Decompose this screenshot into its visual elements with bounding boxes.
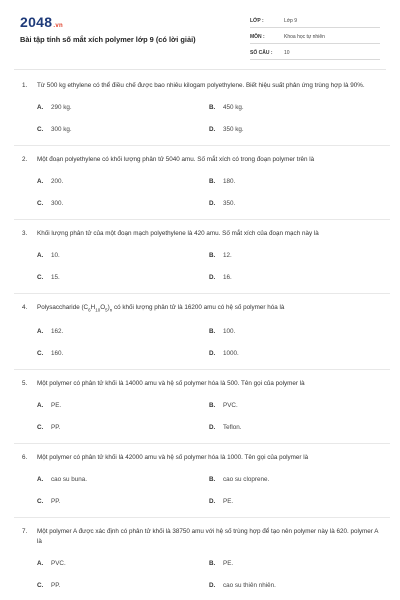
meta-subject-row xyxy=(250,31,380,44)
meta-value: Khoa học tự nhiên xyxy=(284,34,325,40)
option-a[interactable] xyxy=(37,251,209,261)
option-letter: C. xyxy=(37,424,44,432)
option-letter: D. xyxy=(209,274,216,281)
question-text-part: H xyxy=(90,304,96,311)
question-text: Khối lượng phân tử của một đoạn mạch polyethylene là 420 amu. Số mắt xích của đoạn mạch này là xyxy=(37,230,319,237)
option-text: 15. xyxy=(51,274,60,281)
option-letter: A. xyxy=(37,252,44,259)
option-text: 350 kg. xyxy=(223,126,244,133)
option-text: 1000. xyxy=(223,350,239,358)
meta-count-row xyxy=(250,47,380,60)
option-d[interactable] xyxy=(209,423,381,433)
option-b[interactable] xyxy=(209,327,381,337)
option-letter: D. xyxy=(209,582,216,590)
question-5 xyxy=(22,379,382,444)
question-separator xyxy=(14,443,390,444)
option-text: 10. xyxy=(51,252,60,259)
option-letter: C. xyxy=(37,200,44,207)
question-6 xyxy=(22,453,382,518)
question-text-part: O xyxy=(100,304,106,311)
option-a[interactable] xyxy=(37,401,209,411)
option-letter: B. xyxy=(209,178,216,185)
question-number: 7. xyxy=(22,528,28,536)
site-logo[interactable] xyxy=(20,14,63,30)
answer-options xyxy=(37,559,382,591)
option-text: cao su thiên nhiên. xyxy=(223,582,276,590)
question-2 xyxy=(22,155,382,220)
subscript: 10 xyxy=(95,307,101,313)
option-a[interactable] xyxy=(37,177,209,187)
option-letter: A. xyxy=(37,560,44,568)
option-letter: A. xyxy=(37,178,44,185)
question-number: 5. xyxy=(22,380,28,388)
question-number: 3. xyxy=(22,230,28,237)
option-text: 162. xyxy=(51,328,64,336)
option-letter: D. xyxy=(209,498,216,506)
option-d[interactable] xyxy=(209,581,381,591)
option-b[interactable] xyxy=(209,559,381,569)
option-c[interactable] xyxy=(37,423,209,433)
option-text: 300 kg. xyxy=(51,126,72,133)
question-number: 4. xyxy=(22,304,28,311)
option-text: PVC. xyxy=(223,402,238,410)
option-letter: A. xyxy=(37,402,44,410)
answer-options xyxy=(37,251,382,283)
question-text-part: Polysaccharide (C xyxy=(37,304,89,311)
subscript: 6 xyxy=(88,307,91,313)
option-b[interactable] xyxy=(209,475,381,485)
option-letter: B. xyxy=(209,402,216,410)
option-d[interactable] xyxy=(209,349,381,359)
option-c[interactable] xyxy=(37,199,209,209)
option-a[interactable] xyxy=(37,559,209,569)
option-letter: C. xyxy=(37,350,44,358)
option-text: 160. xyxy=(51,350,64,358)
question-7 xyxy=(22,527,382,591)
option-text: 350. xyxy=(223,200,236,207)
option-letter: A. xyxy=(37,328,44,336)
question-separator xyxy=(14,145,390,146)
meta-class-row xyxy=(250,15,380,28)
question-text: Một polymer có phân tử khối là 14000 amu và hệ số polymer hóa là 500. Tên gọi của polymer là xyxy=(37,380,305,388)
logo-suffix: .vn xyxy=(53,23,63,29)
option-letter: C. xyxy=(37,582,44,590)
option-c[interactable] xyxy=(37,273,209,283)
question-3 xyxy=(22,229,382,294)
option-letter: D. xyxy=(209,350,216,358)
document-header xyxy=(0,0,400,64)
answer-options xyxy=(37,103,382,135)
document-meta xyxy=(250,15,380,63)
meta-key: MÔN : xyxy=(250,34,265,40)
option-text: 180. xyxy=(223,178,236,185)
answer-options xyxy=(37,401,382,433)
option-letter: D. xyxy=(209,126,216,133)
logo-text: 2048 xyxy=(20,14,53,30)
question-1 xyxy=(22,81,382,146)
option-letter: C. xyxy=(37,274,44,281)
option-letter: A. xyxy=(37,104,44,111)
answer-options xyxy=(37,475,382,507)
question-separator xyxy=(14,293,390,294)
question-separator xyxy=(14,219,390,220)
option-a[interactable] xyxy=(37,327,209,337)
option-b[interactable] xyxy=(209,177,381,187)
answer-options xyxy=(37,177,382,209)
option-text: cao su buna. xyxy=(51,476,88,484)
option-text: PP. xyxy=(51,424,61,432)
question-text xyxy=(37,303,382,315)
header-divider xyxy=(14,69,386,70)
option-letter: B. xyxy=(209,252,216,259)
option-c[interactable] xyxy=(37,125,209,135)
subscript: n xyxy=(109,307,113,313)
option-text: PE. xyxy=(223,498,234,506)
option-c[interactable] xyxy=(37,497,209,507)
meta-value: Lớp 9 xyxy=(284,18,298,24)
option-text: Teflon. xyxy=(223,424,242,432)
question-number: 2. xyxy=(22,156,28,163)
option-b[interactable] xyxy=(209,401,381,411)
option-text: cao su cloprene. xyxy=(223,476,270,484)
subscript: 5 xyxy=(105,307,108,313)
option-text: PP. xyxy=(51,498,61,506)
option-text: PVC. xyxy=(51,560,66,568)
option-text: 200. xyxy=(51,178,64,185)
option-d[interactable] xyxy=(209,199,381,209)
question-text: Một polymer A được xác định có phân tử khối là 38750 amu với hệ số trùng hợp để tạo nên polymer này là 620. polymer A là xyxy=(37,528,379,546)
question-text-part: có khối lượng phân tử là 16200 amu có hệ số polymer hóa là xyxy=(112,304,285,311)
option-text: 290 kg. xyxy=(51,104,72,111)
option-d[interactable] xyxy=(209,497,381,507)
option-d[interactable] xyxy=(209,125,381,135)
option-a[interactable] xyxy=(37,103,209,113)
meta-key: LỚP : xyxy=(250,18,264,24)
option-text: 16. xyxy=(223,274,232,281)
question-text: Từ 500 kg ethylene có thể điều chế được bao nhiêu kilogam polyethylene. Biết hiệu suất phản ứng trùng hợp là 90%. xyxy=(37,82,365,89)
option-text: 100. xyxy=(223,328,236,336)
option-c[interactable] xyxy=(37,581,209,591)
option-text: 300. xyxy=(51,200,64,207)
option-c[interactable] xyxy=(37,349,209,359)
option-letter: B. xyxy=(209,560,216,568)
option-a[interactable] xyxy=(37,475,209,485)
option-text: 12. xyxy=(223,252,232,259)
answer-options xyxy=(37,327,382,359)
option-letter: A. xyxy=(37,476,44,484)
option-d[interactable] xyxy=(209,273,381,283)
option-letter: B. xyxy=(209,476,216,484)
option-b[interactable] xyxy=(209,103,381,113)
question-text: Một đoạn polyethylene có khối lượng phân tử 5040 amu. Số mắt xích có trong đoạn polymer trên là xyxy=(37,156,315,163)
option-letter: C. xyxy=(37,498,44,506)
option-letter: B. xyxy=(209,328,216,336)
option-letter: C. xyxy=(37,126,44,133)
question-separator xyxy=(14,369,390,370)
question-number: 1. xyxy=(22,82,28,89)
option-text: PE. xyxy=(51,402,62,410)
meta-value: 10 xyxy=(284,50,290,56)
question-4 xyxy=(22,303,382,370)
question-list xyxy=(22,81,382,591)
question-text: Một polymer có phân tử khối là 42000 amu và hệ số polymer hóa là 1000. Tên gọi của polymer là xyxy=(37,454,309,462)
document-title: Bài tập tính số mắt xích polymer lớp 9 (có lời giải) xyxy=(20,35,196,44)
option-letter: D. xyxy=(209,424,216,432)
option-b[interactable] xyxy=(209,251,381,261)
meta-key: SỐ CÂU : xyxy=(250,50,273,56)
option-letter: D. xyxy=(209,200,216,207)
option-letter: B. xyxy=(209,104,216,111)
option-text: 450 kg. xyxy=(223,104,244,111)
question-separator xyxy=(14,517,390,518)
question-number: 6. xyxy=(22,454,28,462)
question-text-part: ) xyxy=(107,304,110,311)
option-text: PP. xyxy=(51,582,61,590)
option-text: PE. xyxy=(223,560,234,568)
